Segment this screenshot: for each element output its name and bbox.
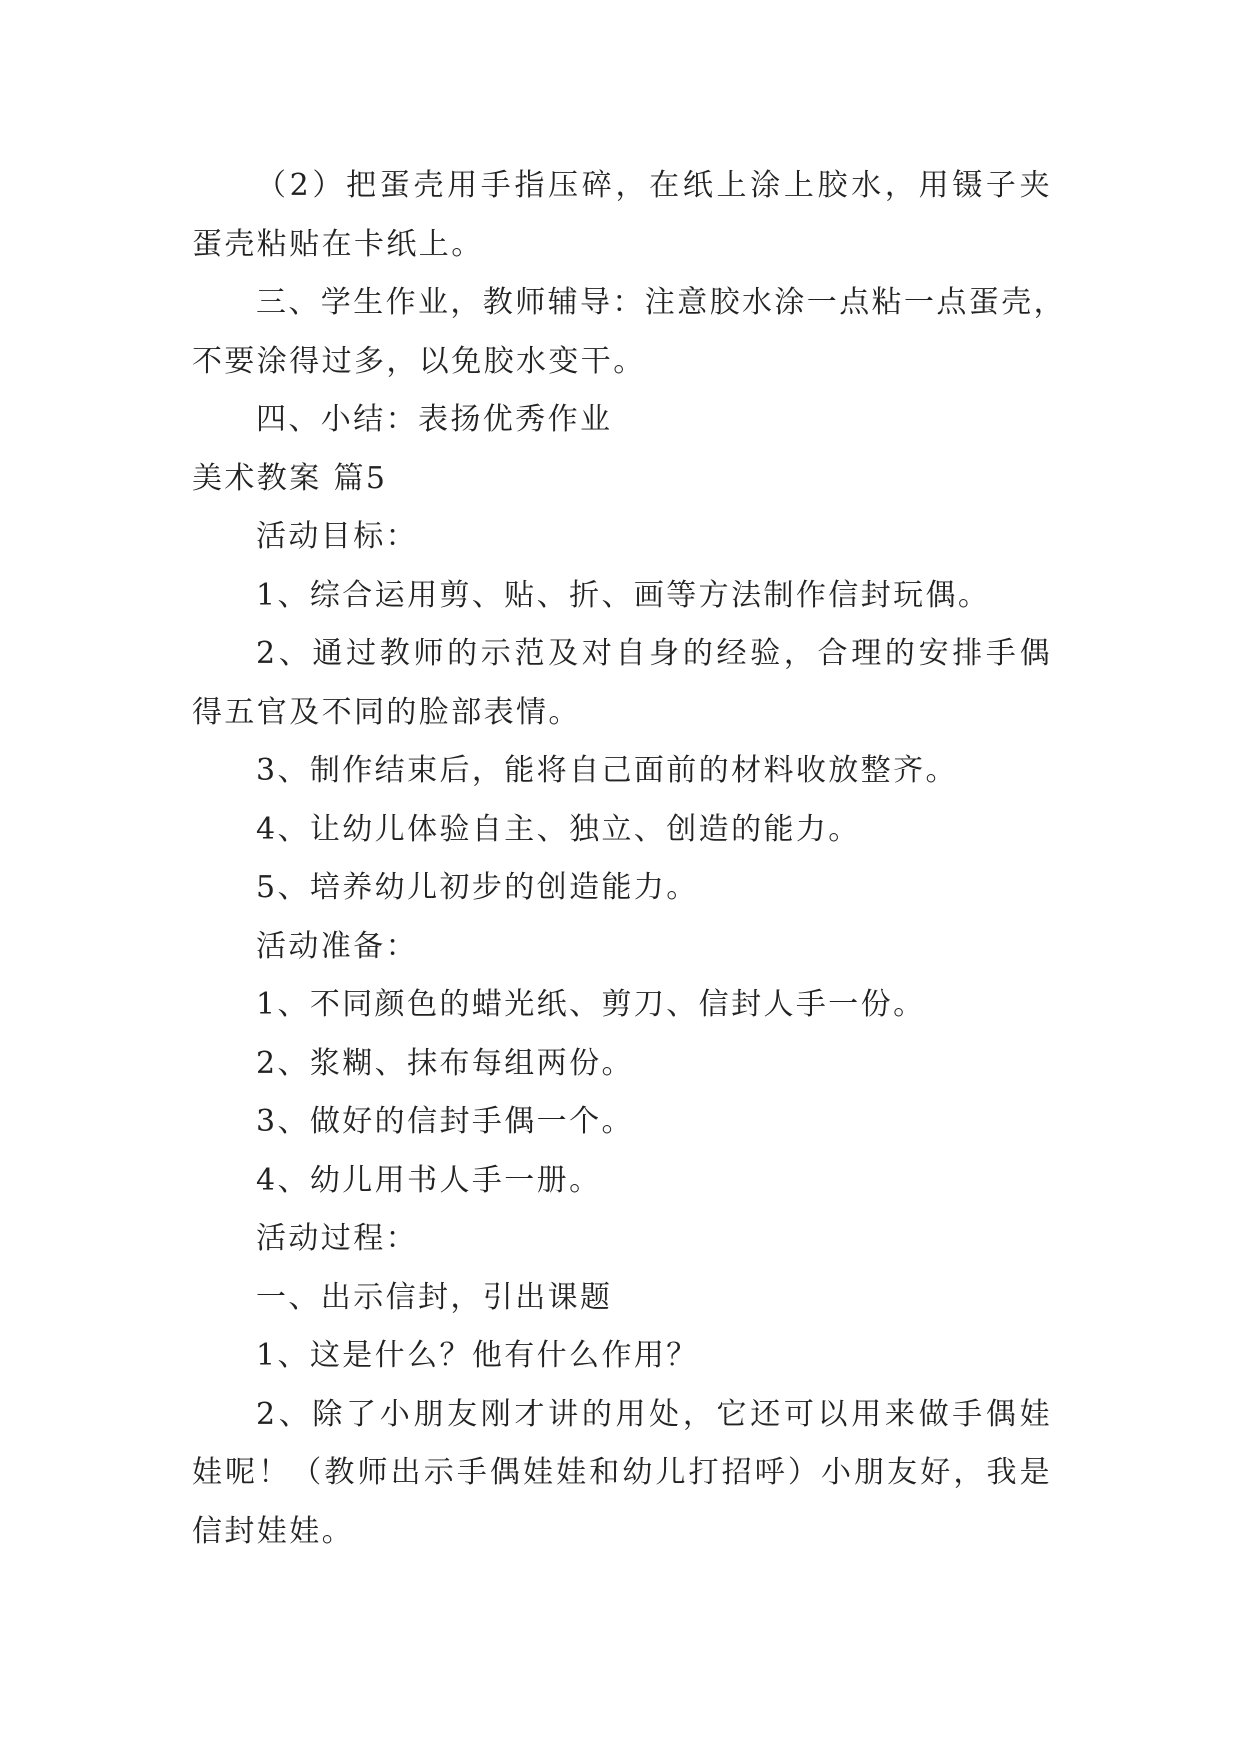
text-line: 四、小结：表扬优秀作业 [256, 402, 613, 437]
text-line: 2、除了小朋友刚才讲的用处，它还可以用来做手偶娃 [256, 1396, 1052, 1432]
text-line: 5、培养幼儿初步的创造能力。 [256, 870, 699, 905]
text-line: 1、这是什么？他有什么作用？ [256, 1338, 699, 1373]
text-line: 娃呢！（教师出示手偶娃娃和幼儿打招呼）小朋友好，我是 [192, 1455, 1052, 1490]
text-line: 活动过程： [256, 1221, 418, 1256]
text-line: 2、通过教师的示范及对自身的经验，合理的安排手偶 [256, 636, 1052, 671]
text-line: 一、出示信封，引出课题 [256, 1279, 613, 1315]
text-line: 活动准备： [256, 928, 418, 964]
document-body [192, 157, 1066, 1561]
text-line: 信封娃娃。 [192, 1513, 354, 1549]
text-line: 1、综合运用剪、贴、折、画等方法制作信封玩偶。 [256, 577, 991, 613]
text-line: 美术教案 篇5 [192, 460, 388, 496]
text-line: 不要涂得过多，以免胶水变干。 [192, 343, 646, 379]
text-line: 1、不同颜色的蜡光纸、剪刀、信封人手一份。 [256, 987, 926, 1022]
text-line: 蛋壳粘贴在卡纸上。 [192, 226, 484, 262]
text-line: 2、浆糊、抹布每组两份。 [256, 1045, 634, 1081]
text-line: 4、让幼儿体验自主、独立、创造的能力。 [256, 811, 861, 847]
text-line: 4、幼儿用书人手一册。 [256, 1162, 602, 1198]
text-line: 3、做好的信封手偶一个。 [256, 1104, 634, 1139]
text-line: （2）把蛋壳用手指压碎，在纸上涂上胶水，用镊子夹 [256, 168, 1052, 203]
text-line: 3、制作结束后，能将自己面前的材料收放整齐。 [256, 753, 958, 788]
text-line: 活动目标： [256, 519, 418, 554]
text-line: 三、学生作业，教师辅导：注意胶水涂一点粘一点蛋壳， [256, 285, 1066, 320]
text-line: 得五官及不同的脸部表情。 [192, 694, 581, 730]
